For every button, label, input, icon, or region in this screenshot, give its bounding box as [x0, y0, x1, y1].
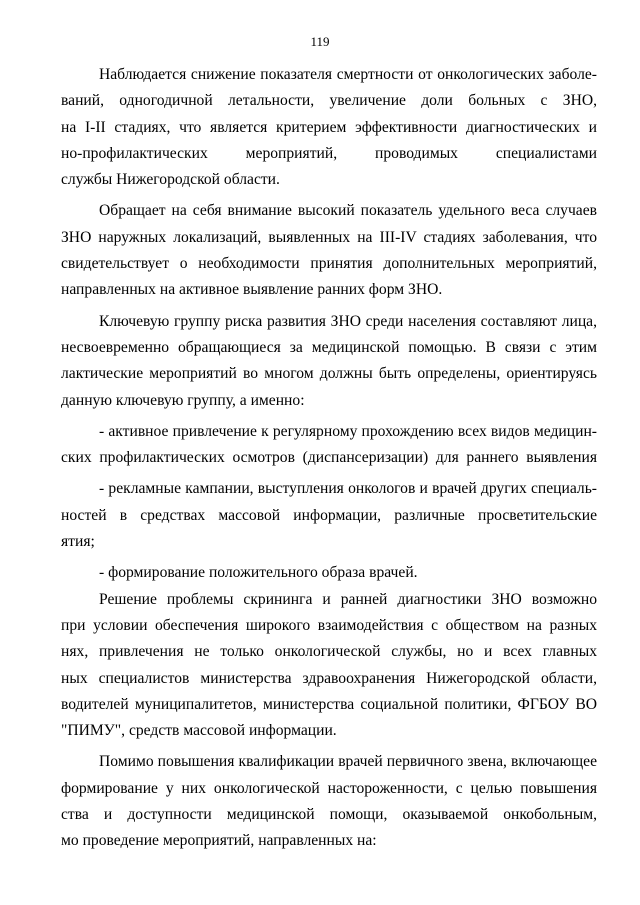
- text-line: ваний, одногодичной летальности, увеличение доли больных с ЗНО,: [61, 92, 597, 110]
- text-line: ностей в средствах массовой информации, различные просветительские: [61, 506, 597, 524]
- text-line: Обращает на себя внимание высокий показатель удельного веса случаев: [99, 202, 597, 220]
- text-line: но-профилактических мероприятий, проводимых специалистами: [61, 144, 597, 162]
- text-line: формирование у них онкологической настороженности, с целью повышения: [61, 779, 597, 797]
- text-line: водителей муниципалитетов, министерства социальной политики, ФГБОУ ВО: [61, 695, 597, 713]
- text-line: Ключевую группу риска развития ЗНО среди населения составляют лица,: [99, 312, 597, 330]
- text-line: ЗНО наружных локализаций, выявленных на III-IV стадиях заболевания, что: [61, 228, 597, 246]
- text-line: при условии обеспечения широкого взаимодействия с обществом на разных: [61, 616, 597, 634]
- text-line: - рекламные кампании, выступления онкологов и врачей других специаль-: [99, 480, 597, 498]
- paragraph: [61, 62, 597, 193]
- text-line: - активное привлечение к регулярному прохождению всех видов медицин-: [99, 422, 597, 440]
- text-line: - формирование положительного образа врачей.: [99, 564, 418, 582]
- paragraph: [61, 198, 597, 303]
- text-line: ятия;: [61, 533, 95, 551]
- text-line: данную ключевую группу, а именно:: [61, 391, 305, 409]
- text-line: нях, привлечения не только онкологической службы, но и всех главных: [61, 643, 597, 661]
- paragraph: [61, 749, 597, 854]
- text-line: ских профилактических осмотров (диспансеризации) для раннего выявления: [61, 449, 597, 467]
- text-line: Решение проблемы скрининга и ранней диагностики ЗНО возможно: [99, 590, 597, 608]
- text-line: Наблюдается снижение показателя смертности от онкологических заболе-: [99, 66, 597, 83]
- text-line: Помимо повышения квалификации врачей первичного звена, включающее: [99, 753, 597, 771]
- text-line: службы Нижегородской области.: [61, 171, 280, 189]
- text-line: мо проведение мероприятий, направленных на:: [61, 832, 377, 850]
- text-line: свидетельствует о необходимости принятия дополнительных мероприятий,: [61, 255, 597, 273]
- text-line: направленных на активное выявление ранних форм ЗНО.: [61, 281, 443, 299]
- paragraph: [61, 587, 597, 745]
- document-body: [61, 62, 597, 855]
- text-line: ства и доступности медицинской помощи, оказываемой онкобольным,: [61, 806, 597, 824]
- text-line: несвоевременно обращающиеся за медицинской помощью. В связи с этим: [61, 338, 597, 356]
- text-line: ных специалистов министерства здравоохранения Нижегородской области,: [61, 669, 597, 687]
- list-item: [61, 476, 597, 555]
- list-item: [61, 560, 597, 586]
- paragraph: [61, 309, 597, 414]
- text-line: "ПИМУ", средств массовой информации.: [61, 722, 337, 740]
- text-line: лактические мероприятий во многом должны быть определены, ориентируясь: [61, 365, 597, 383]
- list-item: [61, 419, 597, 472]
- text-line: на I-II стадиях, что является критерием эффективности диагностических и: [61, 118, 597, 136]
- page-number: 119: [310, 34, 330, 49]
